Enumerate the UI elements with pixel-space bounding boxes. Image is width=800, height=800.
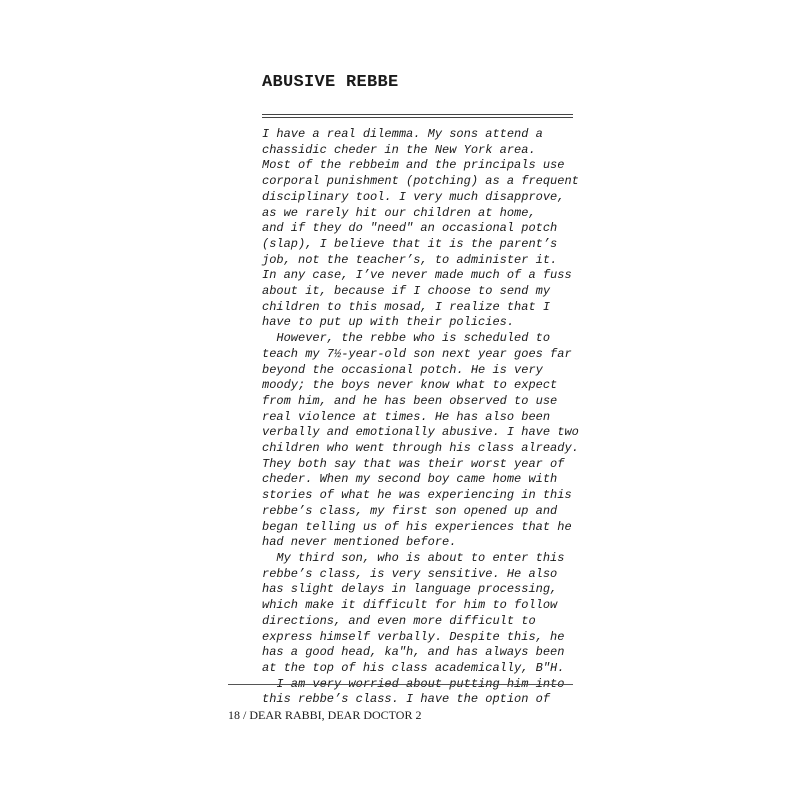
body-line: stories of what he was experiencing in this [262, 488, 572, 503]
body-line: directions, and even more difficult to [262, 613, 536, 628]
body-line: job, not the teacher’s, to administer it. [262, 252, 558, 267]
body-line: However, the rebbe who is scheduled to [262, 331, 551, 346]
body-line: They both say that was their worst year of [262, 456, 565, 471]
title-rule-bottom [262, 117, 573, 118]
body-line: disciplinary tool. I very much disapprove, [262, 189, 565, 204]
body-line: I have a real dilemma. My sons attend a [262, 127, 543, 141]
body-line: had never mentioned before. [262, 535, 457, 550]
letter-body [262, 127, 579, 708]
body-line: chassidic cheder in the New York area. [262, 142, 536, 157]
body-line: moody; the boys never know what to expect [262, 378, 558, 393]
body-line: children to this mosad, I realize that I [262, 299, 551, 314]
body-line: about it, because if I choose to send my [262, 284, 551, 299]
body-line: and if they do "need" an occasional potch [262, 221, 558, 236]
body-line: beyond the occasional potch. He is very [262, 362, 543, 377]
body-line: this rebbe’s class. I have the option of [262, 692, 551, 707]
body-line: as we rarely hit our children at home, [262, 205, 536, 220]
body-line: express himself verbally. Despite this, he [262, 629, 565, 644]
title-rule-top [262, 114, 573, 115]
body-line: rebbe’s class, is very sensitive. He also [262, 566, 558, 581]
body-line: which make it difficult for him to follow [262, 598, 558, 613]
body-line: has slight delays in language processing, [262, 582, 558, 597]
body-line: cheder. When my second boy came home with [262, 472, 558, 487]
body-line: children who went through his class already. [262, 441, 579, 456]
body-line: has a good head, ka"h, and has always been [262, 645, 565, 660]
body-line: have to put up with their policies. [262, 315, 515, 330]
body-line: at the top of his class academically, B"H. [262, 660, 565, 675]
body-line: My third son, who is about to enter this [262, 550, 565, 565]
body-line: real violence at times. He has also been [262, 409, 551, 424]
footer-rule [228, 684, 573, 685]
body-line: rebbe’s class, my first son opened up and [262, 503, 558, 518]
body-line: from him, and he has been observed to use [262, 393, 558, 408]
body-line: Most of the rebbeim and the principals use [262, 158, 565, 173]
body-line: began telling us of his experiences that he [262, 519, 572, 534]
body-line: corporal punishment (potching) as a frequent [262, 174, 579, 189]
page-title: ABUSIVE REBBE [262, 73, 399, 92]
page-folio: 18 / DEAR RABBI, DEAR DOCTOR 2 [228, 708, 422, 722]
body-line: I am very worried about putting him into [262, 676, 565, 691]
body-line: (slap), I believe that it is the parent’s [262, 236, 558, 251]
body-line: teach my 7½-year-old son next year goes far [262, 346, 572, 361]
body-line: verbally and emotionally abusive. I have two [262, 425, 579, 440]
body-line: In any case, I’ve never made much of a fuss [262, 268, 572, 283]
